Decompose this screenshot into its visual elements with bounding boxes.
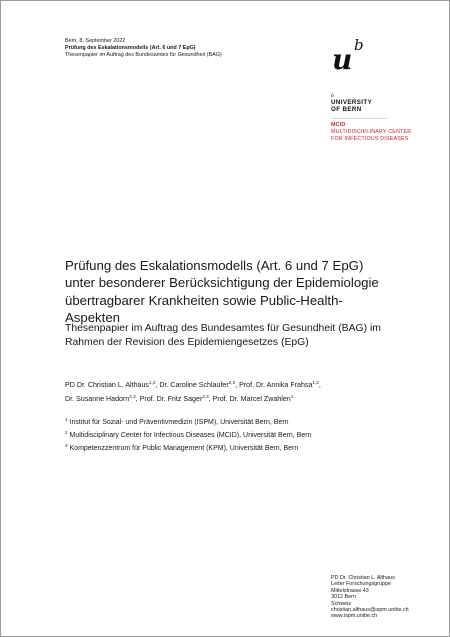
author-list: [65, 378, 405, 406]
document-short-title: Prüfung des Eskalationsmodells (Art. 6 und 7 EpG): [65, 45, 196, 51]
mcid-logo: [331, 122, 411, 143]
contact-role: Leiter Forschungsgruppe: [331, 581, 391, 588]
affiliation: $^1$ Institut für Sozial- und Präventivmedizin (ISPM), Universität Bern, Bern: [65, 417, 289, 426]
contact-block: [331, 575, 409, 620]
document-commission: Thesenpapier im Auftrag des Bundesamtes für Gesundheit (BAG): [65, 52, 222, 58]
university-name-line1: UNIVERSITY: [331, 99, 373, 106]
university-name-line2: OF BERN: [331, 106, 362, 114]
author: Prof. Dr. Annika Frahsa$^{1,2}$,: [239, 380, 321, 389]
affiliation-list: [65, 417, 405, 455]
document-date: Bern, 8. September 2022: [65, 38, 126, 44]
mcid-abbreviation: MCID: [331, 122, 346, 128]
contact-web: www.ispm.unibe.ch: [331, 613, 378, 620]
document-subtitle: Thesenpapier im Auftrag des Bundesamtes für Gesundheit (BAG) im Rahmen der Revision des Epidemiengesetzes (EpG): [65, 323, 381, 349]
document-title: Prüfung des Eskalationsmodells (Art. 6 und 7 EpG) unter besonderer Berücksichtigung der Epidemiologie übertragbarer Krankheiten sowie Public-Health-Aspekten: [65, 258, 379, 325]
author: PD Dr. Christian L. Althaus$^{1,2}$,: [65, 380, 160, 389]
contact-street: Mittelstrasse 43: [331, 587, 369, 594]
affiliation: $^3$ Kompetenzzentrum für Public Management (KPM), Universität Bern, Bern: [65, 442, 299, 452]
author: Dr. Caroline Schlaufer$^{2,3}$,: [159, 380, 240, 389]
logo-small-b: b: [331, 93, 335, 99]
contact-country: Schweiz: [331, 600, 352, 607]
author: Dr. Susanne Hadorn$^{2,3}$,: [65, 394, 140, 404]
contact-name: PD Dr. Christian L. Althaus: [331, 575, 395, 581]
university-name: [331, 99, 372, 113]
header-meta: [65, 38, 222, 59]
contact-email: christian.althaus@ispm.unibe.ch: [331, 607, 409, 614]
university-logo: [332, 38, 372, 78]
mcid-line2: FOR INFECTIOUS DISEASES: [331, 136, 409, 142]
affiliation: $^2$ Multidisciplinary Center for Infectious Diseases (MCID), Universität Bern, Bern: [65, 429, 312, 439]
author: Prof. Dr. Marcel Zwahlen$^1$: [212, 394, 294, 404]
logo-letter-u: u: [332, 43, 353, 76]
mcid-divider: [331, 118, 387, 119]
author: Prof. Dr. Fritz Sager$^{2,3}$,: [139, 394, 213, 404]
mcid-line1: MULTIDISCIPLINARY CENTER: [331, 129, 412, 135]
logo-letter-b: b: [354, 36, 364, 54]
contact-city: 3012 Bern: [331, 594, 356, 601]
